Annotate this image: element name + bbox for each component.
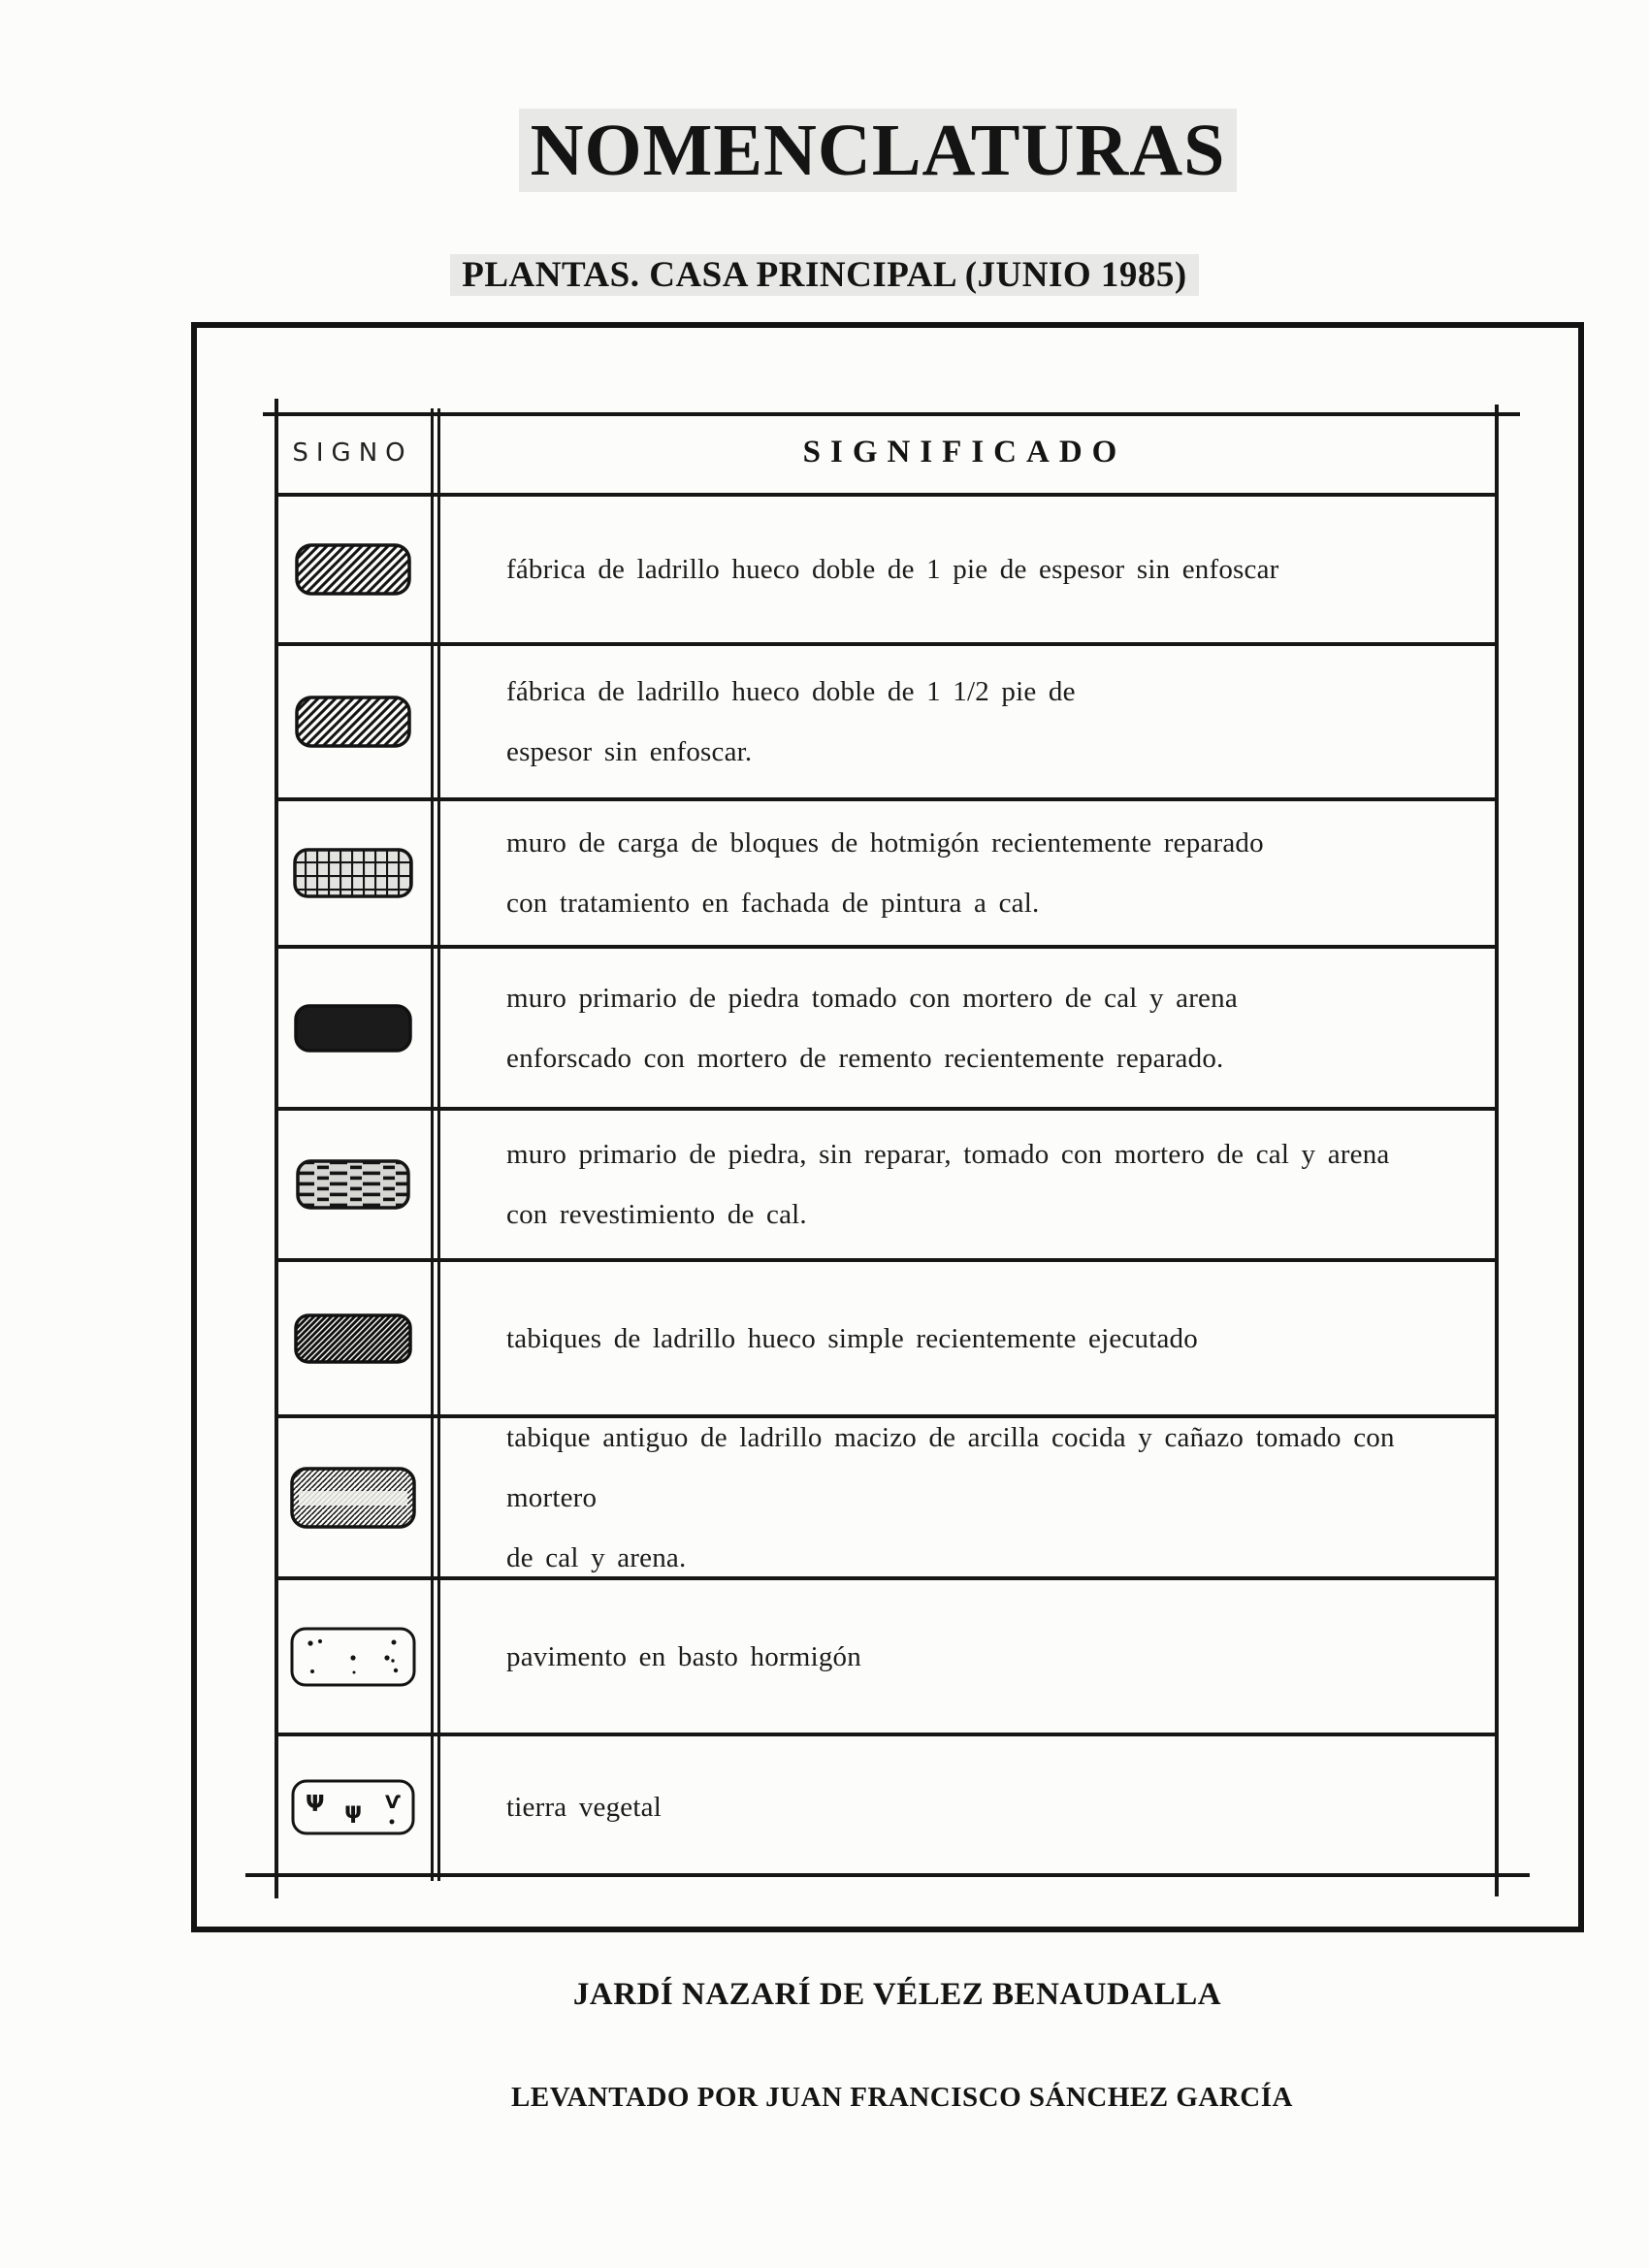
legend-row [275, 497, 1499, 646]
horizontal-dashes-icon [296, 1159, 410, 1210]
legend-row [275, 1262, 1499, 1418]
legend-table [275, 412, 1499, 1877]
table-left-rule [275, 399, 278, 1898]
header-significado: SIGNIFICADO [802, 435, 1127, 470]
legend-row-text: con tratamiento en fachada de pintura a cal. [506, 888, 1040, 919]
legend-row-text: tierra vegetal [506, 1791, 662, 1823]
dense-diagonal-hatch-icon [294, 1313, 412, 1364]
legend-row [275, 1580, 1499, 1736]
legend-row-text: muro de carga de bloques de hotmigón recientemente reparado [506, 827, 1264, 859]
legend-row-text: fábrica de ladrillo hueco doble de 1 pie de espesor sin enfoscar [506, 554, 1279, 585]
footer-surveyor: LEVANTADO POR JUAN FRANCISCO SÁNCHEZ GARCÍA [511, 2082, 1293, 2113]
legend-row [275, 1736, 1499, 1877]
table-top-rule [263, 412, 1520, 416]
legend-header-row [275, 412, 1499, 497]
svg-text:Ψ: Ψ [305, 1791, 325, 1817]
svg-text:Ѵ: Ѵ [384, 1791, 401, 1813]
dotted-outline-icon [290, 1627, 416, 1687]
legend-row [275, 801, 1499, 949]
header-signo: SIGNO [292, 437, 413, 468]
svg-text:ψ: ψ [343, 1798, 362, 1824]
legend-row-text: fábrica de ladrillo hueco doble de 1 1/2 pie de [506, 676, 1076, 707]
footer-site-name: JARDÍ NAZARÍ DE VÉLEZ BENAUDALLA [572, 1977, 1222, 2012]
legend-row-text: pavimento en basto hormigón [506, 1640, 861, 1672]
diagonal-hatch-icon [295, 543, 411, 596]
legend-row [275, 1111, 1499, 1262]
legend-row-text: muro primario de piedra tomado con mortero de cal y arena [506, 982, 1238, 1014]
legend-row [275, 949, 1499, 1111]
page-title: NOMENCLATURAS [0, 109, 1649, 193]
legend-row-text: enforscado con mortero de remento recientemente reparado. [506, 1042, 1224, 1074]
grid-hatch-icon [293, 848, 413, 898]
legend-row-text: con revestimiento de cal. [506, 1199, 807, 1230]
legend-row-text: espesor sin enfoscar. [506, 736, 753, 767]
table-right-rule [1495, 405, 1499, 1896]
legend-row-text: de cal y arena. [506, 1541, 687, 1573]
diagonal-hatch-icon [295, 696, 411, 748]
legend-row-text: tabiques de ladrillo hueco simple recientemente ejecutado [506, 1322, 1198, 1354]
legend-row-text: muro primario de piedra, sin reparar, tomado con mortero de cal y arena [506, 1139, 1390, 1170]
legend-row-text: tabique antiguo de ladrillo macizo de arcilla cocida y cañazo tomado con mortero [506, 1421, 1395, 1513]
solid-dark-icon [294, 1004, 412, 1053]
legend-row [275, 646, 1499, 801]
fine-diagonal-hatch-icon [290, 1467, 416, 1529]
vegetation-icon [291, 1779, 415, 1835]
page-subtitle: PLANTAS. CASA PRINCIPAL (JUNIO 1985) [0, 254, 1649, 296]
legend-row [275, 1418, 1499, 1580]
table-column-divider [431, 408, 440, 1881]
